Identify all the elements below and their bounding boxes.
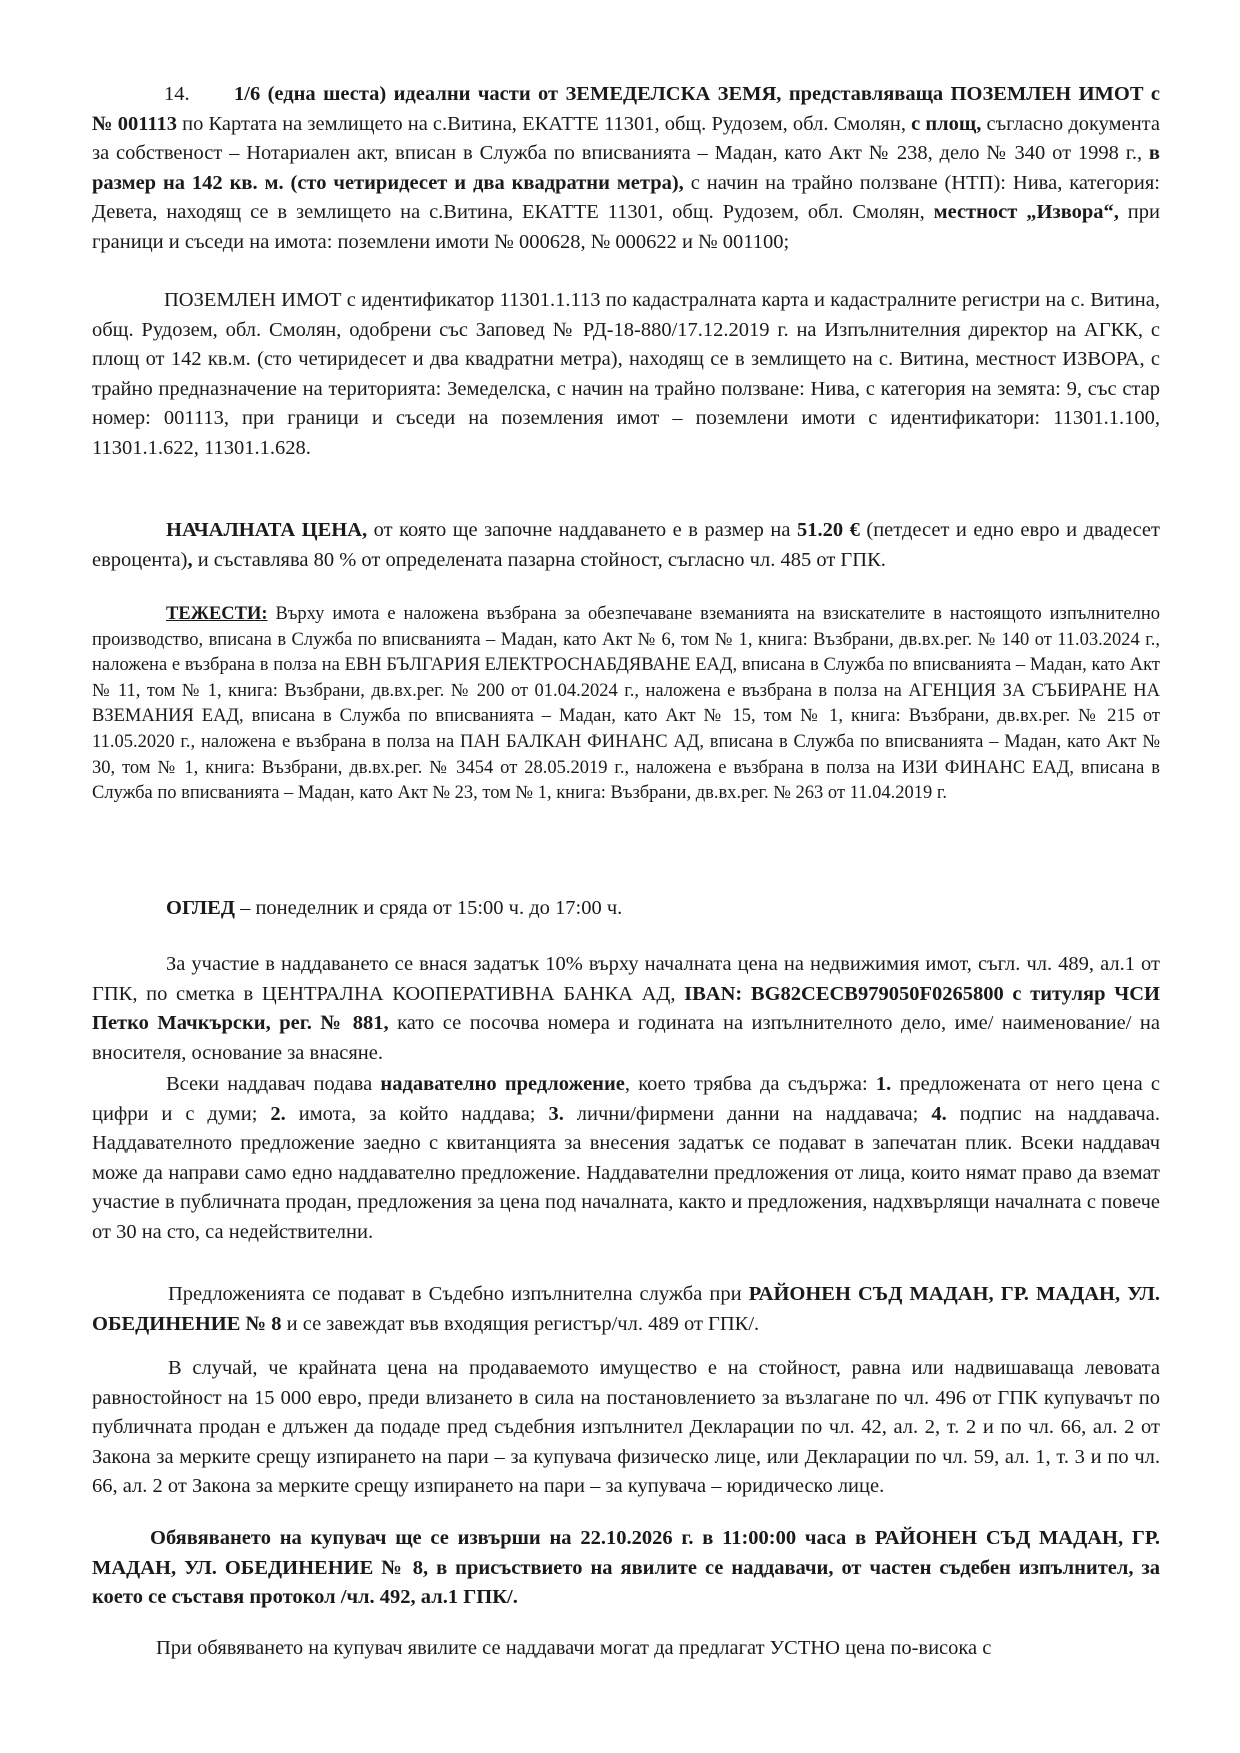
- inspection-paragraph: ОГЛЕД – понеделник и сряда от 15:00 ч. до 17:00 ч.: [166, 897, 623, 919]
- inspection-label: ОГЛЕД: [166, 897, 235, 919]
- burdens-label: ТЕЖЕСТИ:: [166, 604, 268, 624]
- cadastral-paragraph: ПОЗЕМЛЕН ИМОТ с идентификатор 11301.1.113 по кадастралната карта и кадастралните регистри на с. Витина, общ. Рудозем, обл. Смолян, одобрени със Заповед № РД-18-880/17.12.2019 г. на Изпълнителния директор на АГКК, с площ от 142 кв.м. (сто четиридесет и два квадратни метра), находящ се в землището на с. Витина, местност ИЗВОРА, с трайно предназначение на територията: Земеделска, с начин на трайно ползване: Нива, с категория на земята: 9, със стар номер: 001113, при граници и съседи на поземления имот – поземлени имоти с идентификатори: 11301.1.100, 11301.1.622, 11301.1.628.: [92, 289, 1160, 459]
- declarations-paragraph: В случай, че крайната цена на продаваемото имущество е на стойност, равна или надвишаваща левовата равностойност на 15 000 евро, преди влизането в сила на постановлението за възлагане по чл. 496 от ГПК купувачът по публичната продан е длъжен да подаде пред съдебния изпълнител Декларации по чл. 42, ал. 2, т. 2 и по чл. 66, ал. 2 от Закона за мерките срещу изпирането на пари – за купувача физическо лице, или Декларации по чл. 59, ал. 1, т. 3 и по чл. 66, ал. 2 от Закона за мерките срещу изпирането на пари – за купувача – юридическо лице.: [92, 1357, 1160, 1497]
- starting-price-paragraph: НАЧАЛНАТА ЦЕНА, от която ще започне наддаването е в размер на 51.20 € (петдесет и едно евро и двадесет евроцента), и съставлява 80 % от определената пазарна стойност, съгласно чл. 485 от ГПК.: [92, 519, 1160, 571]
- iban-text: IBAN: BG82CECB979050F0265800 с титуляр ЧСИ Петко Мачкърски, рег. № 881,: [92, 982, 1160, 1034]
- court-address: РАЙОНЕН СЪД МАДАН, ГР. МАДАН, УЛ. ОБЕДИНЕНИЕ № 8: [92, 1283, 1160, 1335]
- announcement-paragraph: Обявяването на купувач ще се извърши на 22.10.2026 г. в 11:00:00 часа в РАЙОНЕН СЪД МАДАН, ГР. МАДАН, УЛ. ОБЕДИНЕНИЕ № 8, в присъствието на явилите се наддавачи, от частен съдебен изпълнител, за което се съставя протокол /чл. 492, ал.1 ГПК/.: [92, 1527, 1160, 1608]
- submission-paragraph: Предложенията се подават в Съдебно изпълнителна служба при РАЙОНЕН СЪД МАДАН, ГР. МАДАН, УЛ. ОБЕДИНЕНИЕ № 8 и се завеждат във входящия регистър/чл. 489 от ГПК/.: [92, 1283, 1160, 1335]
- oral-bid-paragraph: При обявяването на купувач явилите се наддавачи могат да предлагат УСТНО цена по-висока с: [156, 1637, 992, 1659]
- starting-price-label: НАЧАЛНАТА ЦЕНА,: [166, 519, 368, 541]
- item-number: 14.: [164, 83, 190, 105]
- deposit-paragraph: За участие в наддаването се внася задатък 10% върху началната цена на недвижимия имот, съгл. чл. 489, ал.1 от ГПК, по сметка в ЦЕНТРАЛНА КООПЕРАТИВНА БАНКА АД, IBAN: BG82CECB979050F0265800 с титуляр ЧСИ Петко Мачкърски, рег. № 881, като се посочва номера и годината на изпълнителното дело, име/ наименование/ на вносителя, основание за внасяне.: [92, 953, 1160, 1064]
- burdens-paragraph: ТЕЖЕСТИ: Върху имота е наложена възбрана за обезпечаване вземанията на взискателите в настоящото изпълнително производство, вписана в Служба по вписванията – Мадан, като Акт № 6, том № 1, книга: Възбрани, дв.вх.рег. № 140 от 11.03.2024 г., наложена е възбрана в полза на ЕВН БЪЛГАРИЯ ЕЛЕКТРОСНАБДЯВАНЕ ЕАД, вписана в Служба по вписванията – Мадан, като Акт № 11, том № 1, книга: Възбрани, дв.вх.рег. № 200 от 01.04.2024 г., наложена е възбрана в полза на АГЕНЦИЯ ЗА СЪБИРАНЕ НА ВЗЕМАНИЯ ЕАД, вписана в Служба по вписванията – Мадан, като Акт № 15, том № 1, книга: Възбрани, дв.вх.рег. № 215 от 11.05.2020 г., наложена е възбрана в полза на ПАН БАЛКАН ФИНАНС АД, вписана в Служба по вписванията – Мадан, като Акт № 30, том № 1, книга: Възбрани, дв.вх.рег. № 3454 от 28.05.2019 г., наложена е възбрана в полза на ИЗИ ФИНАНС ЕАД, вписана в Служба по вписванията – Мадан, като Акт № 23, том № 1, книга: Възбрани, дв.вх.рег. № 263 от 11.04.2019 г.: [92, 604, 1160, 804]
- starting-price-amount: 51.20 €: [797, 519, 860, 541]
- item-14-paragraph: 14. 1/6 (една шеста) идеални части от ЗЕМЕДЕЛСКА ЗЕМЯ, представляваща ПОЗЕМЛЕН ИМОТ с № 001113 по Картата на землището на с.Витина, ЕКАТТЕ 11301, общ. Рудозем, обл. Смолян, с площ, съгласно документа за собственост – Нотариален акт, вписан в Служба по вписванията – Мадан, като Акт № 238, дело № 340 от 1998 г., в размер на 142 кв. м. (сто четиридесет и два квадратни метра), с начин на трайно ползване (НТП): Нива, категория: Девета, находящ се в землището на с.Витина, ЕКАТТЕ 11301, общ. Рудозем, обл. Смолян, местност „Извора“, при граници и съседи на имота: поземлени имоти № 000628, № 000622 и № 001100;: [92, 80, 1160, 257]
- bids-paragraph: Всеки наддавач подава надавателно предложение, което трябва да съдържа: 1. предложената от него цена с цифри и с думи; 2. имота, за който наддава; 3. лични/фирмени данни на наддавача; 4. подпис на наддавача. Наддавателното предложение заедно с квитанцията за внесения задатък се подават в запечатан плик. Всеки наддавач може да направи само едно наддавателно предложение. Наддавателни предложения от лица, които нямат право да вземат участие в публичната продан, предложения за цена под началната, както и предложения, надхвърлящи началната с повече от 30 на сто, са недействителни.: [92, 1073, 1161, 1243]
